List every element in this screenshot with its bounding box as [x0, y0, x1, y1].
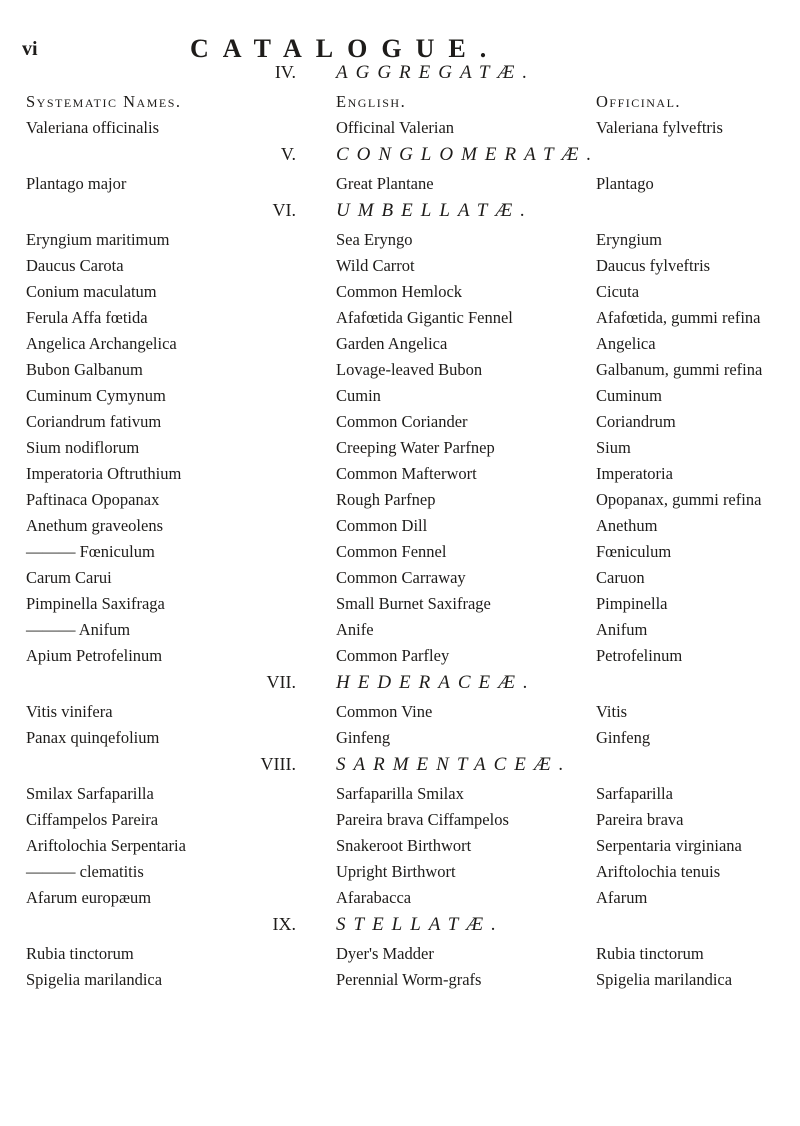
- english-name: Common Parfley: [336, 646, 450, 665]
- officinal-name: Serpentaria virginiana: [596, 836, 742, 855]
- column-headers: [0, 90, 800, 116]
- table-row: [0, 700, 800, 726]
- systematic-name: Sium nodiflorum: [26, 438, 140, 457]
- section-number: VI.: [272, 200, 296, 220]
- section-class-name: SARMENTACEÆ.: [336, 754, 572, 775]
- table-row: [0, 540, 800, 566]
- english-name: Common Vine: [336, 702, 433, 721]
- english-name: Common Dill: [336, 516, 428, 535]
- section-number: V.: [280, 144, 296, 164]
- officinal-name: Pimpinella: [596, 594, 668, 613]
- officinal-name: Opopanax, gummi refina: [596, 490, 762, 509]
- officinal-name: Coriandrum: [596, 412, 676, 431]
- systematic-name: Pimpinella Saxifraga: [26, 594, 165, 613]
- table-row: [0, 358, 800, 384]
- systematic-name: Valeriana officinalis: [26, 118, 160, 137]
- english-name: Rough Parfnep: [336, 490, 436, 509]
- systematic-name: ——— clematitis: [26, 862, 144, 881]
- table-row: [0, 834, 800, 860]
- english-name: Perennial Worm-grafs: [336, 970, 482, 989]
- english-name: Lovage-leaved Bubon: [336, 360, 483, 379]
- section-heading: [0, 198, 800, 228]
- table-row: [0, 488, 800, 514]
- table-row: [0, 968, 800, 994]
- section-class-name: STELLATÆ.: [336, 914, 504, 935]
- english-name: Pareira brava Ciffampelos: [336, 810, 509, 829]
- systematic-name: Carum Carui: [26, 568, 112, 587]
- systematic-name: Cuminum Cymynum: [26, 386, 166, 405]
- english-name: Anife: [336, 620, 374, 639]
- systematic-name: Smilax Sarfaparilla: [26, 784, 154, 803]
- table-row: [0, 228, 800, 254]
- table-row: [0, 514, 800, 540]
- officinal-name: Fœniculum: [596, 542, 672, 561]
- english-name: Snakeroot Birthwort: [336, 836, 472, 855]
- officinal-name: Plantago: [596, 174, 654, 193]
- systematic-name: Ciffampelos Pareira: [26, 810, 159, 829]
- officinal-name: Cicuta: [596, 282, 640, 301]
- systematic-name: Daucus Carota: [26, 256, 124, 275]
- section-number: IV.: [274, 62, 296, 82]
- systematic-name: Panax quinqefolium: [26, 728, 160, 747]
- table-row: [0, 808, 800, 834]
- section-class-name: AGGREGATÆ.: [336, 62, 536, 83]
- english-name: Wild Carrot: [336, 256, 415, 275]
- table-row: [0, 306, 800, 332]
- officinal-name: Eryngium: [596, 230, 662, 249]
- english-name: Creeping Water Parfnep: [336, 438, 495, 457]
- officinal-name: Angelica: [596, 334, 656, 353]
- systematic-name: Bubon Galbanum: [26, 360, 143, 379]
- english-name: Sea Eryngo: [336, 230, 413, 249]
- officinal-name: Afarum: [596, 888, 648, 907]
- systematic-name: Ariftolochia Serpentaria: [26, 836, 186, 855]
- officinal-name: Spigelia marilandica: [596, 970, 733, 989]
- systematic-name: ——— Anifum: [26, 620, 131, 639]
- section-number: VIII.: [260, 754, 296, 774]
- section-heading: [0, 912, 800, 942]
- systematic-name: Conium maculatum: [26, 282, 157, 301]
- officinal-name: Valeriana fylveftris: [596, 118, 723, 137]
- officinal-name: Pareira brava: [596, 810, 684, 829]
- section-number: VII.: [266, 672, 296, 692]
- english-name: Common Fennel: [336, 542, 447, 561]
- table-row: [0, 618, 800, 644]
- table-row: [0, 332, 800, 358]
- systematic-name: Afarum europæum: [26, 888, 152, 907]
- english-name: Officinal Valerian: [336, 118, 455, 137]
- header-systematic: Systematic Names.: [26, 92, 182, 111]
- english-name: Great Plantane: [336, 174, 434, 193]
- table-row: [0, 726, 800, 752]
- systematic-name: Vitis vinifera: [26, 702, 113, 721]
- table-row: [0, 644, 800, 670]
- table-row: [0, 280, 800, 306]
- english-name: Upright Birthwort: [336, 862, 456, 881]
- table-row: [0, 384, 800, 410]
- english-name: Cumin: [336, 386, 381, 405]
- english-name: Common Carraway: [336, 568, 466, 587]
- table-row: [0, 592, 800, 618]
- section-class-name: CONGLOMERATÆ.: [336, 144, 600, 165]
- english-name: Common Mafterwort: [336, 464, 477, 483]
- systematic-name: ——— Fœniculum: [26, 542, 155, 561]
- officinal-name: Sarfaparilla: [596, 784, 673, 803]
- officinal-name: Vitis: [596, 702, 628, 721]
- header-officinal: Officinal.: [596, 92, 682, 111]
- english-name: Ginfeng: [336, 728, 391, 747]
- table-row: [0, 886, 800, 912]
- officinal-name: Anethum: [596, 516, 658, 535]
- section-number: IX.: [272, 914, 296, 934]
- section-heading: [0, 752, 800, 782]
- table-row: [0, 942, 800, 968]
- systematic-name: Angelica Archangelica: [26, 334, 177, 353]
- english-name: Dyer's Madder: [336, 944, 434, 963]
- officinal-name: Afafœtida, gummi refina: [596, 308, 761, 327]
- english-name: Common Coriander: [336, 412, 468, 431]
- officinal-name: Cuminum: [596, 386, 663, 405]
- english-name: Afarabacca: [336, 888, 412, 907]
- officinal-name: Ginfeng: [596, 728, 651, 747]
- officinal-name: Caruon: [596, 568, 645, 587]
- systematic-name: Coriandrum fativum: [26, 412, 162, 431]
- table-row: [0, 782, 800, 808]
- table-row: [0, 462, 800, 488]
- table-row: [0, 860, 800, 886]
- officinal-name: Anifum: [596, 620, 648, 639]
- systematic-name: Apium Petrofelinum: [26, 646, 163, 665]
- table-row: [0, 566, 800, 592]
- english-name: Garden Angelica: [336, 334, 448, 353]
- english-name: Afafœtida Gigantic Fennel: [336, 308, 513, 327]
- systematic-name: Rubia tinctorum: [26, 944, 134, 963]
- header-english: English.: [336, 92, 407, 111]
- table-row: [0, 436, 800, 462]
- officinal-name: Imperatoria: [596, 464, 673, 483]
- section-heading: [0, 142, 800, 172]
- table-row: [0, 410, 800, 436]
- systematic-name: Plantago major: [26, 174, 127, 193]
- section-class-name: HEDERACEÆ.: [336, 672, 536, 693]
- section-class-name: UMBELLATÆ.: [336, 200, 534, 221]
- systematic-name: Paftinaca Opopanax: [26, 490, 160, 509]
- english-name: Common Hemlock: [336, 282, 463, 301]
- running-head: CATALOGUE.: [190, 34, 501, 63]
- officinal-name: Ariftolochia tenuis: [596, 862, 721, 881]
- officinal-name: Galbanum, gummi refina: [596, 360, 763, 379]
- systematic-name: Spigelia marilandica: [26, 970, 163, 989]
- catalogue-content: [0, 60, 800, 994]
- officinal-name: Rubia tinctorum: [596, 944, 704, 963]
- section-heading: [0, 60, 800, 90]
- section-heading: [0, 670, 800, 700]
- table-row: [0, 254, 800, 280]
- english-name: Sarfaparilla Smilax: [336, 784, 464, 803]
- page-number: vi: [22, 38, 38, 60]
- systematic-name: Imperatoria Oftruthium: [26, 464, 182, 483]
- english-name: Small Burnet Saxifrage: [336, 594, 491, 613]
- officinal-name: Daucus fylveftris: [596, 256, 711, 275]
- systematic-name: Eryngium maritimum: [26, 230, 170, 249]
- systematic-name: Ferula Affa fœtida: [26, 308, 148, 327]
- officinal-name: Sium: [596, 438, 631, 457]
- officinal-name: Petrofelinum: [596, 646, 683, 665]
- table-row: [0, 116, 800, 142]
- systematic-name: Anethum graveolens: [26, 516, 164, 535]
- table-row: [0, 172, 800, 198]
